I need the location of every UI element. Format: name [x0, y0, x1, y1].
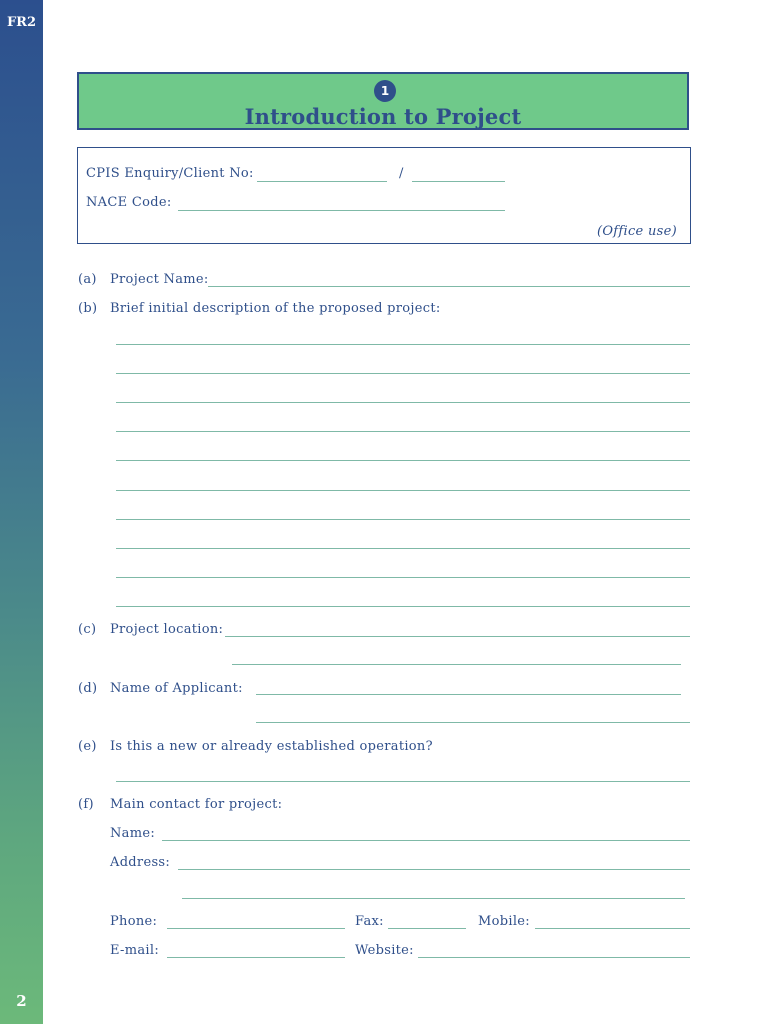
contact-address-field-2[interactable]: [182, 898, 685, 899]
page-number: 2: [16, 992, 27, 1010]
description-line[interactable]: [116, 344, 690, 345]
website-label: Website:: [355, 943, 414, 958]
phone-label: Phone:: [110, 914, 158, 929]
fax-label: Fax:: [355, 914, 384, 929]
nace-label: NACE Code:: [86, 195, 172, 210]
description-line[interactable]: [116, 431, 690, 432]
description-line[interactable]: [116, 460, 690, 461]
project-name-field[interactable]: [208, 286, 690, 287]
office-use-note: (Office use): [596, 224, 677, 239]
description-line[interactable]: [116, 548, 690, 549]
mobile-label: Mobile:: [478, 914, 530, 929]
project-location-field[interactable]: [225, 636, 690, 637]
description-line[interactable]: [116, 490, 690, 491]
section-title: Introduction to Project: [244, 104, 522, 129]
description-label: Brief initial description of the proposed project:: [110, 301, 441, 316]
description-line[interactable]: [116, 577, 690, 578]
project-name-label: Project Name:: [110, 272, 209, 287]
description-line[interactable]: [116, 519, 690, 520]
marker-b: (b): [78, 301, 98, 316]
operation-status-field[interactable]: [116, 781, 690, 782]
contact-name-label: Name:: [110, 826, 156, 841]
applicant-name-label: Name of Applicant:: [110, 681, 243, 696]
enquiry-separator: /: [399, 166, 404, 181]
operation-status-label: Is this a new or already established operation?: [110, 739, 433, 754]
description-line[interactable]: [116, 373, 690, 374]
email-field[interactable]: [167, 957, 345, 958]
website-field[interactable]: [418, 957, 690, 958]
email-label: E-mail:: [110, 943, 159, 958]
section-header: [77, 72, 689, 130]
description-line[interactable]: [116, 606, 690, 607]
main-contact-label: Main contact for project:: [110, 797, 283, 812]
applicant-name-field[interactable]: [256, 694, 681, 695]
marker-d: (d): [78, 681, 98, 696]
description-line[interactable]: [116, 402, 690, 403]
contact-name-field[interactable]: [162, 840, 690, 841]
section-number-badge: 1: [374, 80, 396, 102]
marker-a: (a): [78, 272, 97, 287]
enquiry-number-field[interactable]: [257, 181, 387, 182]
mobile-field[interactable]: [535, 928, 690, 929]
section-code: FR2: [6, 15, 37, 30]
marker-e: (e): [78, 739, 97, 754]
contact-address-label: Address:: [110, 855, 171, 870]
marker-f: (f): [78, 797, 94, 812]
client-number-field[interactable]: [412, 181, 505, 182]
side-bar: [0, 0, 43, 1024]
nace-code-field[interactable]: [178, 210, 505, 211]
marker-c: (c): [78, 622, 97, 637]
contact-address-field[interactable]: [178, 869, 690, 870]
project-location-label: Project location:: [110, 622, 224, 637]
project-location-field-2[interactable]: [232, 664, 681, 665]
applicant-name-field-2[interactable]: [256, 722, 690, 723]
fax-field[interactable]: [388, 928, 466, 929]
phone-field[interactable]: [167, 928, 345, 929]
enquiry-label: CPIS Enquiry/Client No:: [86, 166, 254, 181]
